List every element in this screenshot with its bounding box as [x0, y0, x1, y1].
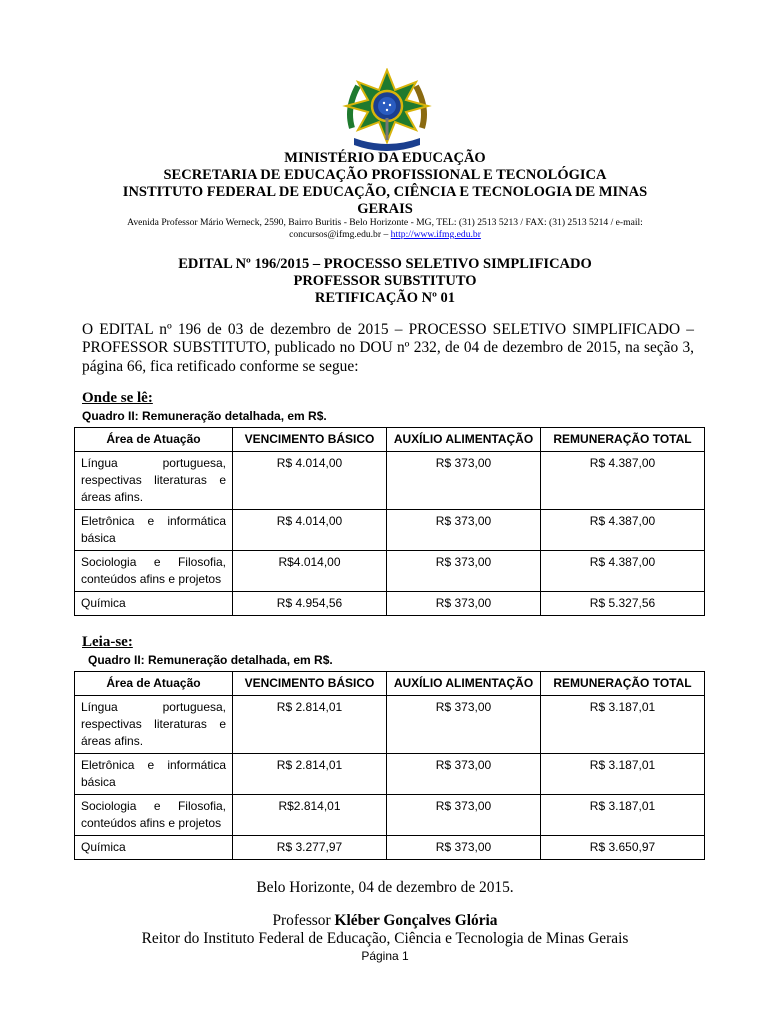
table-header-row: [75, 428, 705, 452]
col-header-base-salary: VENCIMENTO BÁSICO: [233, 428, 387, 452]
letterhead-secretariat: SECRETARIA DE EDUCAÇÃO PROFISSIONAL E TECNOLÓGICA: [163, 167, 607, 183]
cell-food-allowance: R$ 373,00: [387, 592, 541, 616]
col-header-area: Área de Atuação: [75, 672, 233, 696]
contact-line: [80, 229, 690, 241]
table-row: [75, 795, 705, 836]
address-line: Avenida Professor Mário Werneck, 2590, Bairro Buritis - Belo Horizonte - MG, TEL: (31) 2513 5213 / FAX: (31) 2513 5214 / e-mail:: [127, 217, 643, 228]
col-header-food-allowance: AUXÍLIO ALIMENTAÇÃO: [387, 672, 541, 696]
cell-area: Língua portuguesa, respectivas literaturas e áreas afins.: [75, 696, 233, 754]
letterhead-institute: INSTITUTO FEDERAL DE EDUCAÇÃO, CIÊNCIA E TECNOLOGIA DE MINAS: [122, 184, 648, 200]
email-text: concursos@ifmg.edu.br: [289, 229, 382, 240]
table-row: [75, 592, 705, 616]
cell-area: Eletrônica e informática básica: [75, 510, 233, 551]
cell-food-allowance: R$ 373,00: [387, 754, 541, 795]
col-header-total: REMUNERAÇÃO TOTAL: [541, 428, 705, 452]
signer-prefix: Professor: [272, 912, 331, 929]
cell-base-salary: R$ 4.014,00: [233, 510, 387, 551]
caption-leia-se: Quadro II: Remuneração detalhada, em R$.: [88, 653, 333, 667]
cell-base-salary: R$2.814,01: [233, 795, 387, 836]
title-edital: EDITAL Nº 196/2015 – PROCESSO SELETIVO SIMPLIFICADO: [178, 256, 592, 272]
website-link[interactable]: http://www.ifmg.edu.br: [390, 229, 481, 240]
signer-line: [60, 912, 710, 930]
title-subject: PROFESSOR SUBSTITUTO: [293, 273, 477, 289]
remuneration-table-old: [74, 427, 705, 616]
caption-onde-se-le: Quadro II: Remuneração detalhada, em R$.: [82, 409, 327, 423]
col-header-area: Área de Atuação: [75, 428, 233, 452]
place-date: Belo Horizonte, 04 de dezembro de 2015.: [256, 879, 514, 896]
table-row: [75, 696, 705, 754]
cell-food-allowance: R$ 373,00: [387, 696, 541, 754]
cell-total: R$ 3.187,01: [541, 696, 705, 754]
table-row: [75, 452, 705, 510]
cell-total: R$ 3.650,97: [541, 836, 705, 860]
cell-total: R$ 4.387,00: [541, 452, 705, 510]
letterhead-address: [80, 217, 690, 241]
letterhead: [60, 150, 710, 218]
table-row: [75, 510, 705, 551]
intro-paragraph: O EDITAL nº 196 de 03 de dezembro de 2015 – PROCESSO SELETIVO SIMPLIFICADO – PROFESSOR SUBSTITUTO, publicado no DOU nº 232, de 04 de dezembro de 2015, na seção 3, página 66, fica retificado conforme se segue:: [82, 321, 694, 375]
document-title: [60, 256, 710, 307]
cell-base-salary: R$ 2.814,01: [233, 754, 387, 795]
cell-base-salary: R$ 4.014,00: [233, 452, 387, 510]
col-header-base-salary: VENCIMENTO BÁSICO: [233, 672, 387, 696]
cell-food-allowance: R$ 373,00: [387, 836, 541, 860]
cell-total: R$ 4.387,00: [541, 510, 705, 551]
cell-total: R$ 3.187,01: [541, 754, 705, 795]
title-rectification: RETIFICAÇÃO Nº 01: [314, 290, 456, 306]
cell-total: R$ 5.327,56: [541, 592, 705, 616]
col-header-food-allowance: AUXÍLIO ALIMENTAÇÃO: [387, 428, 541, 452]
table-row: [75, 551, 705, 592]
col-header-total: REMUNERAÇÃO TOTAL: [541, 672, 705, 696]
cell-total: R$ 4.387,00: [541, 551, 705, 592]
letterhead-ministry: MINISTÉRIO DA EDUCAÇÃO: [284, 150, 486, 166]
signer-role: Reitor do Instituto Federal de Educação, Ciência e Tecnologia de Minas Gerais: [141, 930, 629, 947]
cell-food-allowance: R$ 373,00: [387, 551, 541, 592]
cell-base-salary: R$4.014,00: [233, 551, 387, 592]
cell-base-salary: R$ 3.277,97: [233, 836, 387, 860]
cell-food-allowance: R$ 373,00: [387, 452, 541, 510]
cell-area: Química: [75, 836, 233, 860]
section-onde-se-le: Onde se lê:: [82, 390, 153, 406]
cell-food-allowance: R$ 373,00: [387, 795, 541, 836]
cell-food-allowance: R$ 373,00: [387, 510, 541, 551]
table-row: [75, 754, 705, 795]
letterhead-institute-cont: GERAIS: [357, 201, 413, 217]
cell-total: R$ 3.187,01: [541, 795, 705, 836]
cell-area: Sociologia e Filosofia, conteúdos afins e projetos: [75, 795, 233, 836]
table-header-row: [75, 672, 705, 696]
cell-base-salary: R$ 4.954,56: [233, 592, 387, 616]
cell-area: Língua portuguesa, respectivas literaturas e áreas afins.: [75, 452, 233, 510]
page-number: Página 1: [361, 949, 409, 963]
cell-area: Sociologia e Filosofia, conteúdos afins e projetos: [75, 551, 233, 592]
signer-name: Kléber Gonçalves Glória: [334, 912, 498, 929]
cell-base-salary: R$ 2.814,01: [233, 696, 387, 754]
section-leia-se: Leia-se:: [82, 634, 133, 650]
contact-separator: –: [381, 229, 391, 240]
remuneration-table-new: [74, 671, 705, 860]
cell-area: Eletrônica e informática básica: [75, 754, 233, 795]
cell-area: Química: [75, 592, 233, 616]
table-row: [75, 836, 705, 860]
brazil-coat-of-arms-icon: [340, 68, 434, 154]
